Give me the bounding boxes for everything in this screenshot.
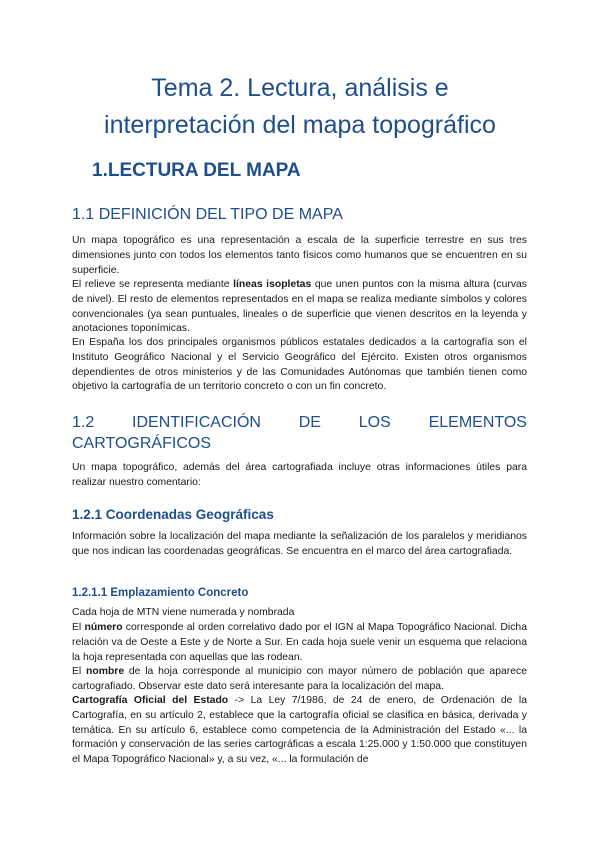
section-1-2-1-1-heading: 1.2.1.1 Emplazamiento Concreto (72, 587, 249, 599)
nombre-bold-term: nombre (86, 666, 125, 677)
nombre-text-end: de la hoja corresponde al municipio con mayor número de población que aparece cartografiado. Observar este dato será interesante para la localización del mapa. (72, 666, 527, 692)
section-1-heading: 1.LECTURA DEL MAPA (92, 160, 301, 181)
section-1-2-1-1-paragraph-2 (72, 621, 527, 665)
title-line-1: Tema 2. Lectura, análisis e (151, 74, 449, 102)
section-1-2-word-2: DE (298, 414, 321, 431)
section-1-2-number: 1.2 (72, 414, 95, 431)
section-1-2-1-heading: 1.2.1 Coordenadas Geográficas (72, 507, 274, 522)
section-1-2-heading (72, 412, 527, 454)
p2-text-end: que unen puntos con la misma altura (curvas de nivel). El resto de elementos representados en el mapa se realiza mediante símbolos y colores convencionales (ya sean puntuales, lineales o de superficie que vienen descritos en la leyenda y anotaciones toponímicas. (72, 279, 528, 335)
cartografia-text: -> La Ley 7/1986, de 24 de enero, de Ordenación de la Cartografía, en su artículo 2, establece que la cartografía oficial se clasifica en básica, derivada y temática. En su artículo 6, establece como competencia de la Administración del Estado «... la formación y conservación de las series cartográficas a escala 1:25.000 y 1:50.000 que constituyen el Mapa Topográfico Nacional» y, a su vez, «... la formulación de (72, 695, 527, 766)
section-1-2-1-1-paragraph-1: Cada hoja de MTN viene numerada y nombrada (72, 607, 295, 618)
numero-bold-term: número (84, 622, 123, 633)
numero-text-end: corresponde al orden correlativo dado por el IGN al Mapa Topográfico Nacional. Dicha relación va de Oeste a Este y de Norte a Sur. En cada hoja suele venir un esquema que relaciona la hoja representada con aquellas que las rodean. (72, 622, 527, 663)
section-1-2-word-3: LOS (358, 414, 391, 431)
section-1-1-paragraph-3: En España los dos principales organismos públicos estatales dedicados a la cartografía son el Instituto Geográfico Nacional y el Servicio Geográfico del Ejército. Existen otros organismos dependientes de otros ministerios y de las Comunidades Autónomas que también tienen como objetivo la cartografía de un territorio concreto o con un fin concreto. (72, 337, 527, 393)
section-1-2-word-4: ELEMENTOS (428, 414, 527, 431)
nombre-text-start: El (72, 666, 87, 677)
section-1-2-paragraph-1: Un mapa topográfico, además del área cartografiada incluye otras informaciones útiles para realizar nuestro comentario: (72, 462, 527, 488)
section-1-2-line-2: CARTOGRÁFICOS (72, 435, 211, 452)
title-line-2: interpretación del mapa topográfico (104, 111, 496, 139)
section-1-2-1-paragraph-1: Información sobre la localización del mapa mediante la señalización de los paralelos y meridianos que nos indican las coordenadas geográficas. Se encuentra en el marco del área cartografiada. (72, 531, 527, 557)
p2-bold-term: líneas isopletas (233, 279, 312, 290)
cartografia-bold-term: Cartografía Oficial del Estado (72, 695, 229, 706)
section-1-2-1-1-paragraph-4 (72, 694, 527, 768)
section-1-1-paragraph-2 (72, 278, 527, 337)
numero-text-start: El (72, 622, 85, 633)
section-1-2-word-1: IDENTIFICACIÓN (132, 414, 261, 431)
p2-text-start: El relieve se representa mediante (72, 279, 234, 290)
section-1-2-1-1-paragraph-3 (72, 665, 527, 695)
document-title (40, 70, 560, 144)
section-1-1-heading: 1.1 DEFINICIÓN DEL TIPO DE MAPA (72, 206, 343, 223)
section-1-1-paragraph-1: Un mapa topográfico es una representación a escala de la superficie terrestre en sus tres dimensiones junto con todos los elementos tanto físicos como humanos que se encuentren en su superficie. (72, 235, 527, 276)
